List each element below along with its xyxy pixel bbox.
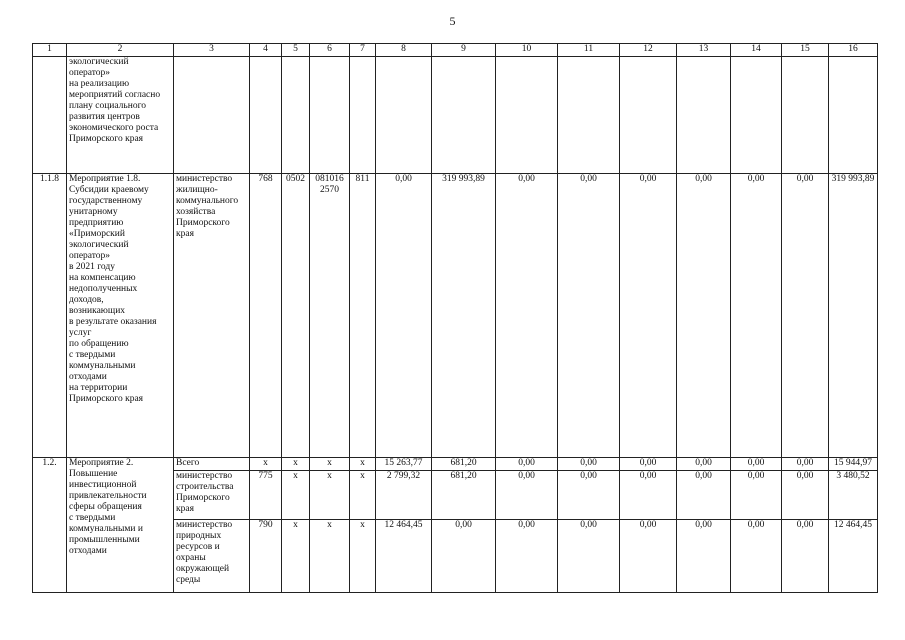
col-header-12: 12 bbox=[620, 44, 677, 57]
col-header-7: 7 bbox=[350, 44, 376, 57]
cell-c9: 0,00 bbox=[432, 520, 496, 593]
cell-c7 bbox=[350, 57, 376, 174]
cell-c15: 0,00 bbox=[782, 458, 829, 471]
cell-c9 bbox=[432, 57, 496, 174]
cell-c10: 0,00 bbox=[496, 174, 558, 458]
cell-c4: 790 bbox=[250, 520, 282, 593]
cell-c15: 0,00 bbox=[782, 471, 829, 520]
cell-c11: 0,00 bbox=[558, 174, 620, 458]
cell-c6: x bbox=[310, 458, 350, 471]
col-header-10: 10 bbox=[496, 44, 558, 57]
cell-c5: x bbox=[282, 520, 310, 593]
cell-c6: 081016 2570 bbox=[310, 174, 350, 458]
cell-c4: 775 bbox=[250, 471, 282, 520]
cell-c16: 3 480,52 bbox=[829, 471, 878, 520]
cell-c14: 0,00 bbox=[731, 458, 782, 471]
cell-executor: министерство жилищно- коммунального хозяйства Приморского края bbox=[174, 174, 250, 458]
cell-c9: 681,20 bbox=[432, 458, 496, 471]
cell-name: экологический оператор» на реализацию мероприятий согласно плану социального развития центров экономического роста Приморского края bbox=[67, 57, 174, 174]
col-header-11: 11 bbox=[558, 44, 620, 57]
cell-c5 bbox=[282, 57, 310, 174]
cell-c8: 2 799,32 bbox=[376, 471, 432, 520]
col-header-8: 8 bbox=[376, 44, 432, 57]
cell-c10 bbox=[496, 57, 558, 174]
cell-c15: 0,00 bbox=[782, 174, 829, 458]
cell-c15 bbox=[782, 57, 829, 174]
cell-c4 bbox=[250, 57, 282, 174]
cell-executor: министерство природных ресурсов и охраны окружающей среды bbox=[174, 520, 250, 593]
cell-c16 bbox=[829, 57, 878, 174]
cell-c7: x bbox=[350, 458, 376, 471]
cell-c11: 0,00 bbox=[558, 458, 620, 471]
cell-executor: Всего bbox=[174, 458, 250, 471]
cell-c16: 319 993,89 bbox=[829, 174, 878, 458]
cell-c13: 0,00 bbox=[677, 174, 731, 458]
cell-c7: 811 bbox=[350, 174, 376, 458]
cell-c6: x bbox=[310, 471, 350, 520]
cell-c5: x bbox=[282, 458, 310, 471]
cell-c13: 0,00 bbox=[677, 458, 731, 471]
col-header-5: 5 bbox=[282, 44, 310, 57]
cell-executor bbox=[174, 57, 250, 174]
col-header-4: 4 bbox=[250, 44, 282, 57]
cell-c8: 0,00 bbox=[376, 174, 432, 458]
cell-c11: 0,00 bbox=[558, 520, 620, 593]
cell-c8: 15 263,77 bbox=[376, 458, 432, 471]
cell-c12: 0,00 bbox=[620, 471, 677, 520]
cell-num: 1.2. bbox=[33, 458, 67, 593]
col-header-2: 2 bbox=[67, 44, 174, 57]
cell-num bbox=[33, 57, 67, 174]
cell-c8: 12 464,45 bbox=[376, 520, 432, 593]
col-header-15: 15 bbox=[782, 44, 829, 57]
cell-num: 1.1.8 bbox=[33, 174, 67, 458]
cell-c9: 681,20 bbox=[432, 471, 496, 520]
table-row-1-2-total bbox=[33, 458, 878, 471]
table-row-1-1-8 bbox=[33, 174, 878, 458]
cell-c5: 0502 bbox=[282, 174, 310, 458]
col-header-13: 13 bbox=[677, 44, 731, 57]
cell-c6: x bbox=[310, 520, 350, 593]
cell-c8 bbox=[376, 57, 432, 174]
table-row-continued bbox=[33, 57, 878, 174]
cell-c11 bbox=[558, 57, 620, 174]
cell-c11: 0,00 bbox=[558, 471, 620, 520]
cell-executor: министерство строительства Приморского края bbox=[174, 471, 250, 520]
cell-c13: 0,00 bbox=[677, 520, 731, 593]
col-header-6: 6 bbox=[310, 44, 350, 57]
cell-c4: 768 bbox=[250, 174, 282, 458]
col-header-9: 9 bbox=[432, 44, 496, 57]
cell-c7: x bbox=[350, 520, 376, 593]
cell-c4: x bbox=[250, 458, 282, 471]
cell-c14: 0,00 bbox=[731, 471, 782, 520]
cell-c14: 0,00 bbox=[731, 174, 782, 458]
budget-table bbox=[32, 43, 878, 593]
cell-c16: 12 464,45 bbox=[829, 520, 878, 593]
col-header-14: 14 bbox=[731, 44, 782, 57]
cell-c16: 15 944,97 bbox=[829, 458, 878, 471]
cell-name: Мероприятие 1.8. Субсидии краевому государственному унитарному предприятию «Приморский экологический оператор» в 2021 году на компенсацию недополученных доходов, возникающих в результате оказания услуг по обращению с твердыми коммунальными отходами на территории Приморского края bbox=[67, 174, 174, 458]
page-number: 5 bbox=[449, 14, 456, 28]
header-row bbox=[33, 44, 878, 57]
cell-c10: 0,00 bbox=[496, 520, 558, 593]
cell-c14 bbox=[731, 57, 782, 174]
cell-c12: 0,00 bbox=[620, 520, 677, 593]
cell-c9: 319 993,89 bbox=[432, 174, 496, 458]
cell-c13: 0,00 bbox=[677, 471, 731, 520]
cell-c10: 0,00 bbox=[496, 458, 558, 471]
cell-c13 bbox=[677, 57, 731, 174]
col-header-16: 16 bbox=[829, 44, 878, 57]
cell-c5: x bbox=[282, 471, 310, 520]
cell-c12: 0,00 bbox=[620, 174, 677, 458]
cell-c7: x bbox=[350, 471, 376, 520]
cell-c12 bbox=[620, 57, 677, 174]
cell-c6 bbox=[310, 57, 350, 174]
cell-name: Мероприятие 2. Повышение инвестиционной привлекательности сферы обращения с твердыми коммунальными и промышленными отходами bbox=[67, 458, 174, 593]
cell-c10: 0,00 bbox=[496, 471, 558, 520]
col-header-1: 1 bbox=[33, 44, 67, 57]
cell-c14: 0,00 bbox=[731, 520, 782, 593]
col-header-3: 3 bbox=[174, 44, 250, 57]
cell-c12: 0,00 bbox=[620, 458, 677, 471]
cell-c15: 0,00 bbox=[782, 520, 829, 593]
